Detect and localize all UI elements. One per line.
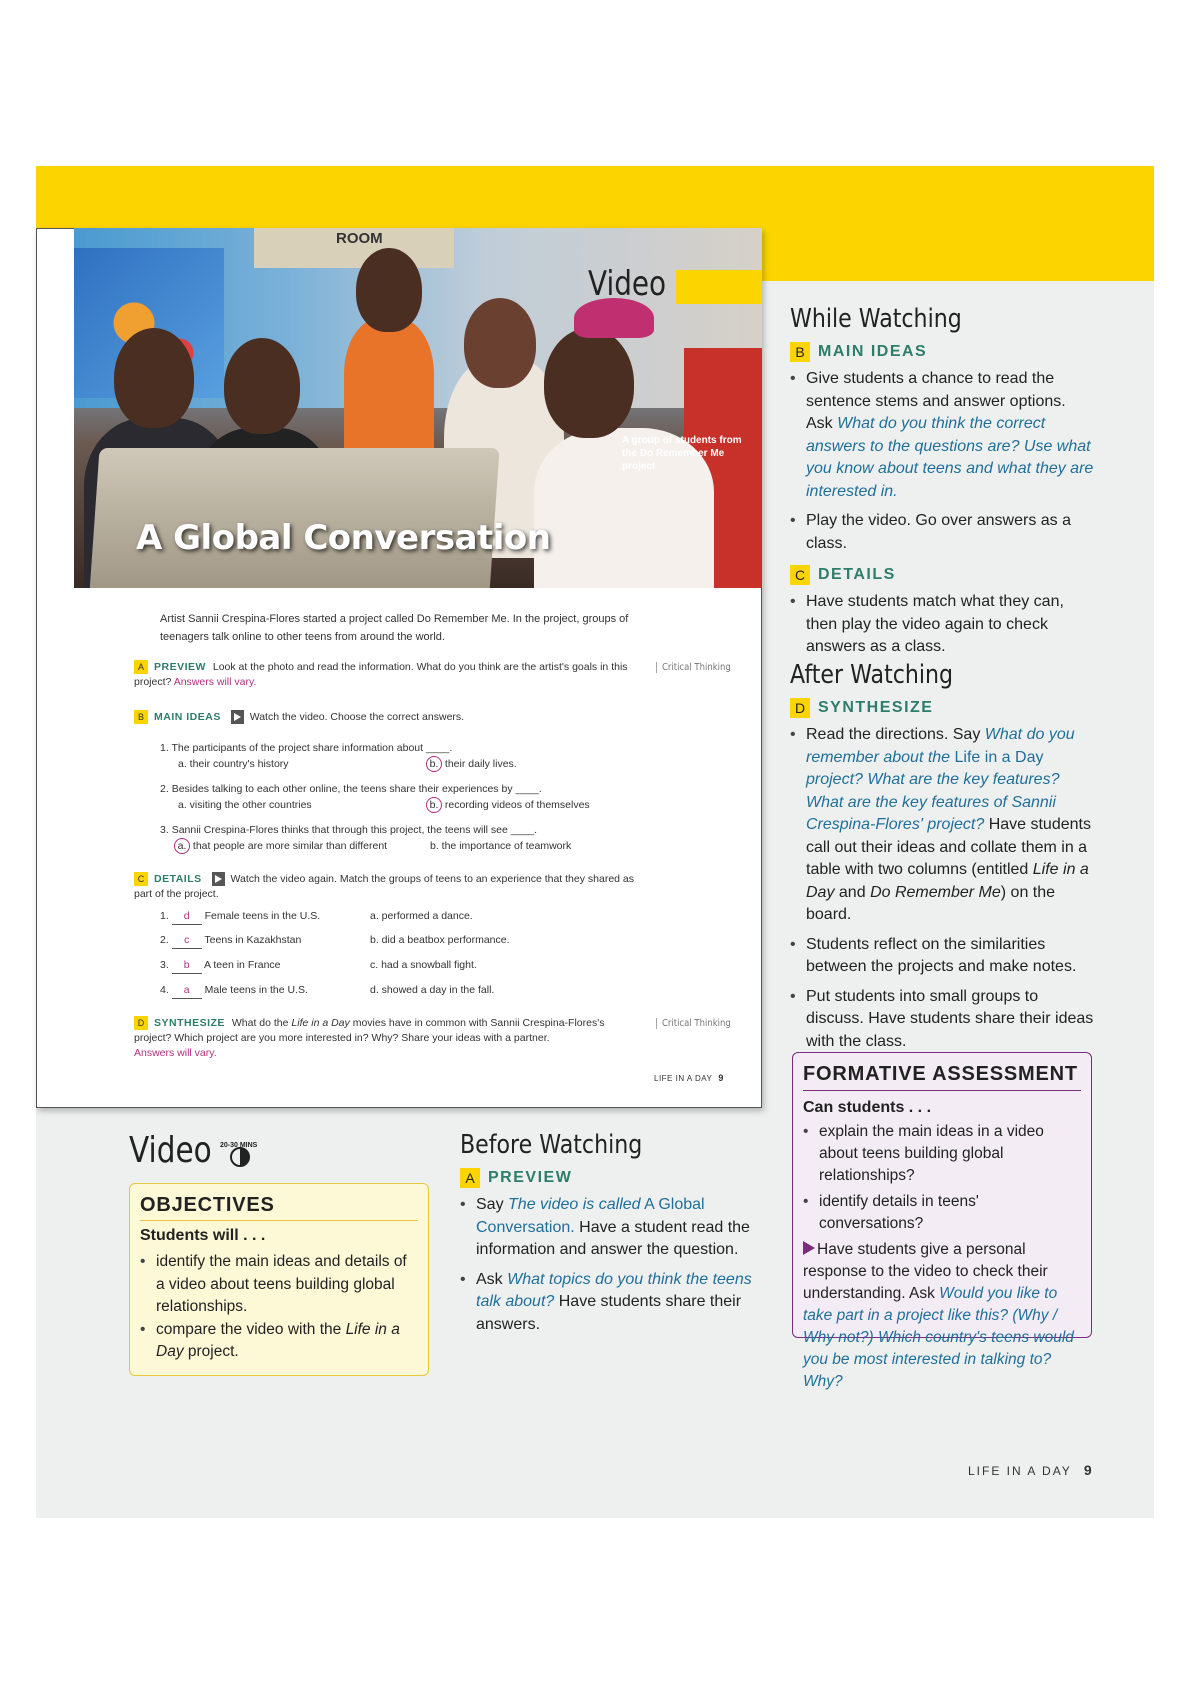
match-left-3: 3. b A teen in France bbox=[160, 957, 281, 974]
video-heading: Video bbox=[129, 1130, 212, 1171]
sb-section-c: C DETAILS Watch the video again. Match the groups of teens to an experience that they shared as part of the project. bbox=[134, 873, 635, 900]
list-item: • Read the directions. Say What do you remember about the Life in a Day project? What are the key features? What are the key features of Sannii Crespina-Flores' project? Have students call out their ideas and collate them in a table with two columns (entitled Life in a Day and Do Remember Me) on the board. bbox=[790, 724, 1095, 927]
q3-option-a: a. that people are more similar than different bbox=[174, 838, 387, 854]
student-figure bbox=[544, 328, 634, 438]
match-right-a: a. performed a dance. bbox=[370, 910, 473, 922]
list-item: • Ask What topics do you think the teens talk about? Have students share their answers. bbox=[460, 1269, 765, 1337]
while-watching-section: While Watching B MAIN IDEAS • Give students a chance to read the sentence stems and answer options. Ask What do you think the correct answers to the questions are? Use what you know about teens and what they are interested in. • Play the video. Go over answers as a class. C DETAILS • Have students match what they can, then play the video again to check answers as a class. bbox=[790, 304, 1095, 666]
list-item: • Play the video. Go over answers as a class. bbox=[790, 510, 1095, 555]
student-figure bbox=[356, 248, 422, 332]
match-right-b: b. did a beatbox performance. bbox=[370, 934, 510, 946]
objectives-title: OBJECTIVES bbox=[140, 1194, 418, 1221]
play-icon bbox=[234, 713, 241, 721]
page-number: 9 bbox=[1083, 1462, 1092, 1478]
match-left-4: 4. a Male teens in the U.S. bbox=[160, 982, 308, 999]
list-item: • Give students a chance to read the sentence stems and answer options. Ask What do you think the correct answers to the questions are? Use what you know about teens and what they are interested in. bbox=[790, 368, 1095, 503]
video-tag: Video bbox=[588, 264, 667, 304]
list-item: • identify details in teens' conversations? bbox=[803, 1191, 1081, 1235]
q1-option-a: a. their country's history bbox=[178, 758, 289, 770]
match-right-c: c. had a snowball fight. bbox=[370, 959, 477, 971]
before-watching-section: Before Watching A PREVIEW • Say The video is called A Global Conversation. Have a student read the information and answer the question. • Ask What topics do you think the teens talk about? Have students share their answers. bbox=[460, 1130, 765, 1343]
before-watching-heading: Before Watching bbox=[460, 1130, 643, 1160]
sb-section-d: D SYNTHESIZE What do the Life in a Day movies have in common with Sannii Crespina-Flores's project? Which project are you more interested in? Why? Share your ideas with a partner. Answers will vary. bbox=[134, 1017, 605, 1059]
room-sign: ROOM bbox=[336, 230, 383, 247]
list-item: • explain the main ideas in a video about teens building global relationships? bbox=[803, 1121, 1081, 1187]
timer-icon bbox=[218, 1138, 258, 1170]
list-item: • Students reflect on the similarities between the projects and make notes. bbox=[790, 934, 1095, 979]
question-1: 1. The participants of the project share information about ____. bbox=[160, 742, 453, 754]
formative-assessment-box: FORMATIVE ASSESSMENT Can students . . . • explain the main ideas in a video about teens building global relationships? • identify details in teens' conversations? Have students give a personal response to the video to check their understanding. Ask Would you like to take part in a project like this? (Why / Why not?) Which country's teens would you be most interested in talking to? Why? bbox=[792, 1052, 1092, 1338]
sb-section-a: A PREVIEW Look at the photo and read the information. What do you think are the artist's goals in this project? Answers will vary. bbox=[134, 661, 628, 688]
after-watching-section: After Watching D SYNTHESIZE • Read the directions. Say What do you remember about the Life in a Day project? What are the key features? What are the key features of Sannii Crespina-Flores' project? Have students call out their ideas and collate them in a table with two columns (entitled Life in a Day and Do Remember Me) on the board. • Students reflect on the similarities between the projects and make notes. • Put students into small groups to discuss. Have students share their ideas with the class. bbox=[790, 660, 1095, 1060]
question-2: 2. Besides talking to each other online, the teens share their experiences by ____. bbox=[160, 783, 542, 795]
while-watching-heading: While Watching bbox=[790, 304, 962, 334]
triangle-marker-icon bbox=[803, 1241, 815, 1255]
q3-option-b: b. the importance of teamwork bbox=[430, 840, 572, 852]
list-item: • Say The video is called A Global Conversation. Have a student read the information and answer the question. bbox=[460, 1194, 765, 1262]
unit-title: A Global Conversation bbox=[136, 518, 551, 558]
objectives-box: OBJECTIVES Students will . . . • identify the main ideas and details of a video about teens building global relationships. • compare the video with the Life in a Day project. bbox=[129, 1183, 429, 1376]
answer-text: Answers will vary. bbox=[134, 1047, 217, 1059]
q2-option-a: a. visiting the other countries bbox=[178, 799, 312, 811]
headscarf bbox=[574, 298, 654, 338]
critical-thinking-label: Critical Thinking bbox=[656, 662, 731, 673]
sb-section-b: B MAIN IDEAS Watch the video. Choose the correct answers. bbox=[134, 710, 654, 725]
critical-thinking-label: Critical Thinking bbox=[656, 1018, 731, 1029]
answer-text: Answers will vary. bbox=[173, 676, 257, 688]
sb-footer: LIFE IN A DAY 9 bbox=[654, 1073, 724, 1083]
match-left-2: 2. c Teens in Kazakhstan bbox=[160, 932, 301, 949]
intro-text: Artist Sannii Crespina-Flores started a project called Do Remember Me. In the project, groups of teenagers talk online to other teens from around the world. bbox=[160, 613, 629, 643]
page-footer: LIFE IN A DAY 9 bbox=[968, 1462, 1092, 1478]
play-icon bbox=[215, 875, 222, 883]
student-figure bbox=[114, 328, 194, 428]
video-tag-bar bbox=[676, 270, 762, 304]
minutes-label: 20-30 MINS bbox=[220, 1142, 258, 1149]
match-right-d: d. showed a day in the fall. bbox=[370, 984, 495, 996]
match-left-1: 1. d Female teens in the U.S. bbox=[160, 908, 320, 925]
student-figure bbox=[224, 338, 300, 434]
list-item: • Put students into small groups to discuss. Have students share their ideas with the class. bbox=[790, 986, 1095, 1054]
list-item: • Have students match what they can, then play the video again to check answers as a class. bbox=[790, 591, 1095, 659]
student-figure bbox=[464, 298, 536, 388]
q2-option-b: b. recording videos of themselves bbox=[426, 797, 590, 813]
formative-title: FORMATIVE ASSESSMENT bbox=[803, 1063, 1081, 1091]
list-item: • identify the main ideas and details of a video about teens building global relationships. bbox=[140, 1251, 418, 1319]
question-3: 3. Sannii Crespina-Flores thinks that through this project, the teens will see ____. bbox=[160, 824, 538, 836]
q1-option-b: b. their daily lives. bbox=[426, 756, 517, 772]
after-watching-heading: After Watching bbox=[790, 660, 954, 690]
list-item: • compare the video with the Life in a Day project. bbox=[140, 1319, 418, 1364]
photo-caption: A group of students from the Do Remember Me project bbox=[622, 435, 742, 472]
